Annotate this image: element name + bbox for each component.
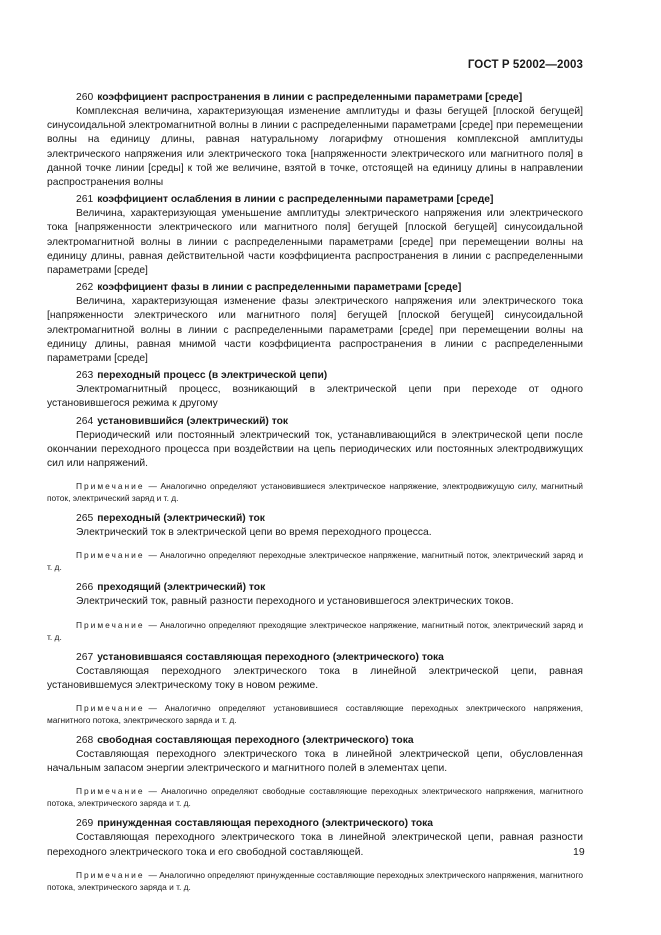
page-header: ГОСТ Р 52002—2003 [467,59,583,71]
term-definition: Периодический или постоянный электрический ток, устанавливающийся в электрической цепи после окончании переходного процесса при воздействии на цепь периодических или постоянных электродвижущих сил или напряжений. [47,429,583,470]
term-definition: Комплексная величина, характеризующая изменение амплитуды и фазы бегущей [плоской бегущей] синусоидальной электромагнитной волны в линии с распределенными параметрами [среде] при перемещении волны на единицу длины, равная натуральному логарифму отношения комплексной амплитуды электрического напряжения или электрического тока [напряженности электрического или магнитного поля] в данной точке линии [среды] к той же величине, взятой в точке, отстоящей на единицу длины в направлении распространения волны [47,106,583,189]
term-title: преходящий (электрический) ток [97,582,266,594]
term-number: 265 [76,513,94,525]
term-number: 269 [76,818,94,830]
term-title: переходный (электрический) ток [97,513,265,525]
term-definition: Составляющая переходного электрического тока в линейной электрической цепи, равная установившемуся электрическому току в новом режиме. [47,665,583,691]
note-label: Примечание [76,619,145,630]
term-heading [47,734,583,748]
note [47,869,583,893]
note [47,619,583,643]
note-label: Примечание [76,550,145,561]
term-number: 264 [76,415,94,427]
term-heading [47,651,583,665]
term-entry-267 [47,651,583,726]
term-heading [47,581,583,595]
term-title: коэффициент ослабления в линии с распределенными параметрами [среде] [97,194,494,206]
page-number: 19 [573,846,585,858]
term-entry-268 [47,734,583,809]
term-entry-262 [47,281,583,366]
term-heading [47,91,583,105]
term-entry-265 [47,512,583,573]
term-entry-264 [47,415,583,505]
term-number: 267 [76,651,94,663]
term-definition: Величина, характеризующая изменение фазы электрического напряжения или электрического тока [напряженности электрического или магнитного поля] бегущей [плоской бегущей] синусоидальной электромагнитной волны в линии с распределенными параметрами [среде] при перемещении волны на единицу длины, равная мнимой части коэффициента распространения в линии с распределенными параметрами [среде] [47,296,583,365]
term-entry-263 [47,369,583,411]
term-definition: Величина, характеризующая уменьшение амплитуды электрического напряжения или электрического тока [напряженности электрического или магнитного поля] бегущей [плоской бегущей] синусоидальной электромагнитной волны в линии с распределенными параметрами [среде] при перемещении волны на единицу длины, равная действительной части коэффициента распространения в линии с распределенными параметрами [среде] [47,208,583,277]
term-title: переходный процесс (в электрической цепи) [97,370,328,382]
term-title: коэффициент распространения в линии с распределенными параметрами [среде] [97,92,523,103]
term-definition: Составляющая переходного электрического тока в линейной электрической цепи, равная разности переходного электрического тока и его свободной составляющей. [47,832,583,858]
term-entry-269 [47,817,583,892]
term-heading [47,193,583,207]
note [47,480,583,504]
note [47,702,583,726]
term-number: 268 [76,735,94,747]
term-number: 261 [76,194,94,206]
note-label: Примечание [76,869,145,880]
term-entry-261 [47,193,583,278]
term-definition: Электрический ток в электрической цепи во время переходного процесса. [76,527,432,539]
term-entry-266 [47,581,583,642]
term-title: принужденная составляющая переходного (электрического) тока [97,818,434,830]
note [47,549,583,573]
note [47,785,583,809]
term-heading [47,415,583,429]
term-definition: Электрический ток, равный разности переходного и установившегося электрических токов. [76,596,514,608]
term-number: 263 [76,370,94,382]
term-heading [47,512,583,526]
term-entry-260 [47,91,583,190]
term-title: свободная составляющая переходного (электрического) тока [97,735,414,747]
document-body [47,91,583,901]
term-title: установившаяся составляющая переходного (электрического) тока [97,651,444,663]
note-text: — Аналогично определяют преходящие электрическое напряжение, магнитный поток, электрический заряд и т. д. [47,619,583,642]
term-title: установившийся (электрический) ток [97,415,289,427]
note-text: — Аналогично определяют установившиеся электрическое напряжение, электродвижущую силу, магнитный поток, электрический заряд и т. д. [47,481,583,504]
note-text: — Аналогично определяют установившиеся составляющие переходных электрического напряжения, магнитного потока, электрического заряда и т. д. [47,703,583,726]
note-label: Примечание [76,703,145,714]
term-heading [47,817,583,831]
term-definition: Электромагнитный процесс, возникающий в электрической цепи при переходе от одного установившегося режима к другому [47,384,583,410]
note-text: — Аналогично определяют свободные составляющие переходных электрического напряжения, магнитного потока, электрического заряда и т. д. [47,786,583,809]
note-label: Примечание [76,786,145,797]
term-heading [47,281,583,295]
term-heading [47,369,583,383]
term-definition: Составляющая переходного электрического тока в линейной электрической цепи, обусловленная начальным запасом энергии электрического и магнитного полей в элементах цепи. [47,749,583,775]
term-title: коэффициент фазы в линии с распределенными параметрами [среде] [97,282,462,294]
note-label: Примечание [76,481,145,492]
term-number: 262 [76,282,94,294]
note-text: — Аналогично определяют принужденные составляющие переходных электрического напряжения, магнитного потока, электрического заряда и т. д. [47,869,583,892]
term-number: 260 [76,92,94,103]
note-text: — Аналогично определяют переходные электрическое напряжение, магнитный поток, электрический заряд и т. д. [47,550,583,573]
term-number: 266 [76,582,94,594]
